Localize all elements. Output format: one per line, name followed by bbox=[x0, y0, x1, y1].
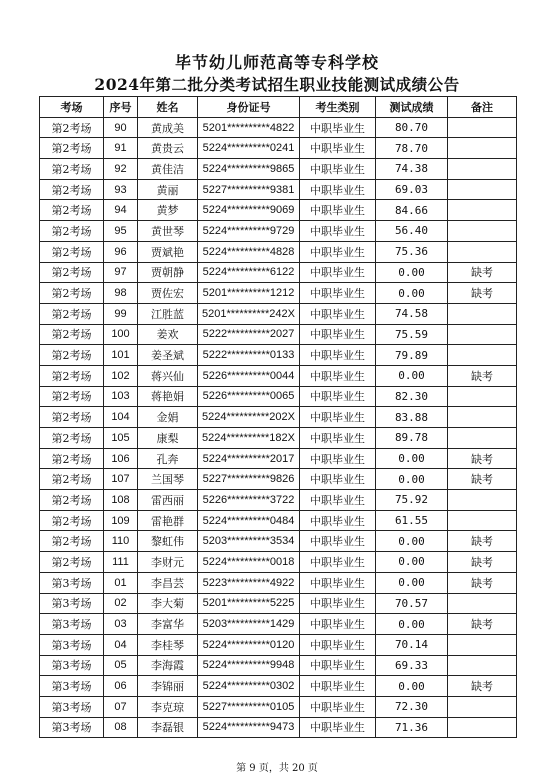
announcement-title: 2024年第二批分类考试招生职业技能测试成绩公告 bbox=[94, 75, 460, 94]
cell-seq: 103 bbox=[104, 386, 138, 407]
cell-score: 74.58 bbox=[376, 303, 448, 324]
cell-remark: 缺考 bbox=[448, 448, 517, 469]
table-row bbox=[40, 324, 517, 345]
cell-name: 李海霞 bbox=[138, 655, 198, 676]
cell-score: 75.92 bbox=[376, 490, 448, 511]
table-row bbox=[40, 696, 517, 717]
cell-score: 0.00 bbox=[376, 614, 448, 635]
cell-seq: 92 bbox=[104, 159, 138, 180]
cell-room: 第2考场 bbox=[40, 365, 104, 386]
cell-name: 孔奔 bbox=[138, 448, 198, 469]
header-name: 姓名 bbox=[138, 97, 198, 118]
cell-score: 0.00 bbox=[376, 283, 448, 304]
cell-seq: 107 bbox=[104, 469, 138, 490]
cell-seq: 104 bbox=[104, 407, 138, 428]
cell-score: 74.38 bbox=[376, 159, 448, 180]
cell-remark: 缺考 bbox=[448, 676, 517, 697]
cell-seq: 07 bbox=[104, 696, 138, 717]
cell-room: 第2考场 bbox=[40, 448, 104, 469]
cell-remark bbox=[448, 407, 517, 428]
cell-score: 70.57 bbox=[376, 593, 448, 614]
cell-seq: 02 bbox=[104, 593, 138, 614]
cell-score: 0.00 bbox=[376, 448, 448, 469]
cell-room: 第2考场 bbox=[40, 490, 104, 511]
cell-room: 第2考场 bbox=[40, 303, 104, 324]
cell-room: 第3考场 bbox=[40, 655, 104, 676]
cell-score: 83.88 bbox=[376, 407, 448, 428]
cell-remark bbox=[448, 655, 517, 676]
cell-room: 第2考场 bbox=[40, 428, 104, 449]
cell-name: 李桂琴 bbox=[138, 634, 198, 655]
cell-room: 第3考场 bbox=[40, 717, 104, 738]
cell-id-number: 5224**********182X bbox=[198, 428, 300, 449]
cell-score: 0.00 bbox=[376, 469, 448, 490]
table-row bbox=[40, 365, 517, 386]
cell-category: 中职毕业生 bbox=[300, 365, 376, 386]
cell-category: 中职毕业生 bbox=[300, 262, 376, 283]
cell-room: 第2考场 bbox=[40, 407, 104, 428]
cell-room: 第2考场 bbox=[40, 469, 104, 490]
cell-remark bbox=[448, 138, 517, 159]
cell-score: 82.30 bbox=[376, 386, 448, 407]
table-row bbox=[40, 386, 517, 407]
cell-score: 71.36 bbox=[376, 717, 448, 738]
cell-seq: 98 bbox=[104, 283, 138, 304]
cell-score: 84.66 bbox=[376, 200, 448, 221]
cell-remark: 缺考 bbox=[448, 283, 517, 304]
cell-score: 61.55 bbox=[376, 510, 448, 531]
cell-id-number: 5227**********9381 bbox=[198, 179, 300, 200]
cell-name: 雷西丽 bbox=[138, 490, 198, 511]
cell-room: 第3考场 bbox=[40, 676, 104, 697]
cell-name: 李富华 bbox=[138, 614, 198, 635]
cell-remark bbox=[448, 428, 517, 449]
cell-room: 第3考场 bbox=[40, 593, 104, 614]
cell-seq: 93 bbox=[104, 179, 138, 200]
cell-seq: 06 bbox=[104, 676, 138, 697]
cell-score: 75.36 bbox=[376, 241, 448, 262]
cell-remark bbox=[448, 221, 517, 242]
cell-name: 李财元 bbox=[138, 552, 198, 573]
cell-room: 第2考场 bbox=[40, 221, 104, 242]
cell-id-number: 5201**********4822 bbox=[198, 117, 300, 138]
table-row bbox=[40, 448, 517, 469]
cell-seq: 110 bbox=[104, 531, 138, 552]
cell-name: 李磊银 bbox=[138, 717, 198, 738]
cell-name: 姜圣斌 bbox=[138, 345, 198, 366]
cell-score: 0.00 bbox=[376, 552, 448, 573]
cell-score: 78.70 bbox=[376, 138, 448, 159]
cell-name: 黄世琴 bbox=[138, 221, 198, 242]
cell-room: 第2考场 bbox=[40, 386, 104, 407]
cell-remark bbox=[448, 179, 517, 200]
cell-seq: 105 bbox=[104, 428, 138, 449]
cell-id-number: 5224**********2017 bbox=[198, 448, 300, 469]
cell-remark: 缺考 bbox=[448, 531, 517, 552]
cell-seq: 04 bbox=[104, 634, 138, 655]
cell-category: 中职毕业生 bbox=[300, 117, 376, 138]
table-row bbox=[40, 614, 517, 635]
cell-name: 金娟 bbox=[138, 407, 198, 428]
cell-name: 黄丽 bbox=[138, 179, 198, 200]
table-row bbox=[40, 428, 517, 449]
cell-id-number: 5227**********9826 bbox=[198, 469, 300, 490]
table-row bbox=[40, 179, 517, 200]
cell-seq: 97 bbox=[104, 262, 138, 283]
cell-category: 中职毕业生 bbox=[300, 655, 376, 676]
cell-id-number: 5224**********0241 bbox=[198, 138, 300, 159]
cell-category: 中职毕业生 bbox=[300, 303, 376, 324]
cell-id-number: 5203**********1429 bbox=[198, 614, 300, 635]
cell-score: 80.70 bbox=[376, 117, 448, 138]
cell-room: 第2考场 bbox=[40, 179, 104, 200]
cell-name: 贾斌艳 bbox=[138, 241, 198, 262]
table-header-row bbox=[40, 97, 517, 118]
cell-id-number: 5224**********0484 bbox=[198, 510, 300, 531]
table-row bbox=[40, 655, 517, 676]
cell-id-number: 5227**********0105 bbox=[198, 696, 300, 717]
cell-remark bbox=[448, 490, 517, 511]
cell-category: 中职毕业生 bbox=[300, 510, 376, 531]
cell-score: 69.03 bbox=[376, 179, 448, 200]
cell-remark: 缺考 bbox=[448, 572, 517, 593]
cell-category: 中职毕业生 bbox=[300, 138, 376, 159]
cell-seq: 106 bbox=[104, 448, 138, 469]
table-row bbox=[40, 221, 517, 242]
table-row bbox=[40, 303, 517, 324]
cell-remark bbox=[448, 159, 517, 180]
table-row bbox=[40, 531, 517, 552]
cell-room: 第2考场 bbox=[40, 531, 104, 552]
cell-name: 黄梦 bbox=[138, 200, 198, 221]
cell-category: 中职毕业生 bbox=[300, 407, 376, 428]
cell-seq: 96 bbox=[104, 241, 138, 262]
cell-id-number: 5224**********9865 bbox=[198, 159, 300, 180]
cell-score: 72.30 bbox=[376, 696, 448, 717]
cell-id-number: 5224**********9069 bbox=[198, 200, 300, 221]
table-row bbox=[40, 634, 517, 655]
cell-category: 中职毕业生 bbox=[300, 634, 376, 655]
cell-seq: 109 bbox=[104, 510, 138, 531]
cell-remark: 缺考 bbox=[448, 552, 517, 573]
cell-room: 第3考场 bbox=[40, 696, 104, 717]
cell-remark bbox=[448, 200, 517, 221]
cell-name: 兰国琴 bbox=[138, 469, 198, 490]
header-id: 身份证号 bbox=[198, 97, 300, 118]
cell-category: 中职毕业生 bbox=[300, 386, 376, 407]
cell-score: 0.00 bbox=[376, 572, 448, 593]
cell-name: 李锦丽 bbox=[138, 676, 198, 697]
cell-seq: 01 bbox=[104, 572, 138, 593]
table-row bbox=[40, 200, 517, 221]
cell-remark: 缺考 bbox=[448, 262, 517, 283]
cell-category: 中职毕业生 bbox=[300, 696, 376, 717]
cell-id-number: 5224**********202X bbox=[198, 407, 300, 428]
cell-remark: 缺考 bbox=[448, 365, 517, 386]
table-row bbox=[40, 593, 517, 614]
cell-seq: 95 bbox=[104, 221, 138, 242]
cell-remark bbox=[448, 324, 517, 345]
cell-room: 第2考场 bbox=[40, 241, 104, 262]
cell-id-number: 5226**********0065 bbox=[198, 386, 300, 407]
cell-room: 第2考场 bbox=[40, 345, 104, 366]
header-room: 考场 bbox=[40, 97, 104, 118]
header-remark: 备注 bbox=[448, 97, 517, 118]
cell-name: 蒋艳娟 bbox=[138, 386, 198, 407]
cell-seq: 111 bbox=[104, 552, 138, 573]
cell-score: 0.00 bbox=[376, 531, 448, 552]
cell-remark bbox=[448, 303, 517, 324]
cell-category: 中职毕业生 bbox=[300, 593, 376, 614]
cell-id-number: 5226**********0044 bbox=[198, 365, 300, 386]
cell-seq: 94 bbox=[104, 200, 138, 221]
cell-category: 中职毕业生 bbox=[300, 572, 376, 593]
table-row bbox=[40, 262, 517, 283]
cell-remark: 缺考 bbox=[448, 614, 517, 635]
cell-category: 中职毕业生 bbox=[300, 552, 376, 573]
cell-room: 第2考场 bbox=[40, 138, 104, 159]
table-row bbox=[40, 283, 517, 304]
cell-id-number: 5222**********0133 bbox=[198, 345, 300, 366]
cell-category: 中职毕业生 bbox=[300, 241, 376, 262]
cell-name: 姜欢 bbox=[138, 324, 198, 345]
table-row bbox=[40, 717, 517, 738]
cell-category: 中职毕业生 bbox=[300, 469, 376, 490]
table-row bbox=[40, 572, 517, 593]
cell-seq: 102 bbox=[104, 365, 138, 386]
cell-category: 中职毕业生 bbox=[300, 345, 376, 366]
table-row bbox=[40, 676, 517, 697]
cell-score: 56.40 bbox=[376, 221, 448, 242]
cell-id-number: 5224**********0302 bbox=[198, 676, 300, 697]
cell-room: 第2考场 bbox=[40, 283, 104, 304]
cell-category: 中职毕业生 bbox=[300, 676, 376, 697]
cell-remark bbox=[448, 241, 517, 262]
cell-name: 康梨 bbox=[138, 428, 198, 449]
table-body bbox=[40, 117, 517, 738]
cell-category: 中职毕业生 bbox=[300, 531, 376, 552]
cell-remark bbox=[448, 634, 517, 655]
header-category: 考生类别 bbox=[300, 97, 376, 118]
score-table bbox=[39, 96, 517, 738]
cell-score: 70.14 bbox=[376, 634, 448, 655]
table-row bbox=[40, 552, 517, 573]
cell-room: 第2考场 bbox=[40, 552, 104, 573]
cell-seq: 100 bbox=[104, 324, 138, 345]
cell-id-number: 5203**********3534 bbox=[198, 531, 300, 552]
header-score: 测试成绩 bbox=[376, 97, 448, 118]
cell-id-number: 5224**********9948 bbox=[198, 655, 300, 676]
cell-id-number: 5201**********242X bbox=[198, 303, 300, 324]
cell-score: 69.33 bbox=[376, 655, 448, 676]
cell-category: 中职毕业生 bbox=[300, 614, 376, 635]
cell-remark bbox=[448, 593, 517, 614]
cell-room: 第2考场 bbox=[40, 200, 104, 221]
cell-seq: 05 bbox=[104, 655, 138, 676]
cell-name: 李克琼 bbox=[138, 696, 198, 717]
cell-name: 贾朝静 bbox=[138, 262, 198, 283]
cell-score: 0.00 bbox=[376, 262, 448, 283]
cell-room: 第2考场 bbox=[40, 324, 104, 345]
cell-name: 黄贵云 bbox=[138, 138, 198, 159]
cell-category: 中职毕业生 bbox=[300, 448, 376, 469]
cell-category: 中职毕业生 bbox=[300, 283, 376, 304]
cell-score: 0.00 bbox=[376, 676, 448, 697]
cell-category: 中职毕业生 bbox=[300, 490, 376, 511]
cell-id-number: 5224**********0018 bbox=[198, 552, 300, 573]
cell-category: 中职毕业生 bbox=[300, 159, 376, 180]
cell-id-number: 5201**********5225 bbox=[198, 593, 300, 614]
cell-remark bbox=[448, 345, 517, 366]
cell-room: 第2考场 bbox=[40, 262, 104, 283]
cell-score: 75.59 bbox=[376, 324, 448, 345]
cell-id-number: 5222**********2027 bbox=[198, 324, 300, 345]
cell-remark bbox=[448, 510, 517, 531]
cell-seq: 08 bbox=[104, 717, 138, 738]
cell-category: 中职毕业生 bbox=[300, 428, 376, 449]
cell-seq: 108 bbox=[104, 490, 138, 511]
cell-seq: 99 bbox=[104, 303, 138, 324]
header-seq: 序号 bbox=[104, 97, 138, 118]
table-row bbox=[40, 345, 517, 366]
cell-category: 中职毕业生 bbox=[300, 324, 376, 345]
table-row bbox=[40, 469, 517, 490]
cell-seq: 03 bbox=[104, 614, 138, 635]
cell-id-number: 5223**********4922 bbox=[198, 572, 300, 593]
cell-remark bbox=[448, 717, 517, 738]
cell-id-number: 5201**********1212 bbox=[198, 283, 300, 304]
cell-remark bbox=[448, 696, 517, 717]
cell-name: 黄佳洁 bbox=[138, 159, 198, 180]
cell-room: 第3考场 bbox=[40, 572, 104, 593]
cell-remark bbox=[448, 117, 517, 138]
cell-seq: 101 bbox=[104, 345, 138, 366]
school-name: 毕节幼儿师范高等专科学校 bbox=[174, 53, 379, 72]
cell-seq: 91 bbox=[104, 138, 138, 159]
page-footer: 第 9 页，共 20 页 bbox=[236, 763, 318, 774]
cell-name: 雷艳群 bbox=[138, 510, 198, 531]
cell-room: 第2考场 bbox=[40, 510, 104, 531]
table-row bbox=[40, 490, 517, 511]
cell-name: 蒋兴仙 bbox=[138, 365, 198, 386]
table-row bbox=[40, 241, 517, 262]
cell-score: 0.00 bbox=[376, 365, 448, 386]
cell-remark bbox=[448, 386, 517, 407]
cell-id-number: 5224**********0120 bbox=[198, 634, 300, 655]
cell-category: 中职毕业生 bbox=[300, 717, 376, 738]
cell-name: 李大菊 bbox=[138, 593, 198, 614]
cell-name: 黎虹伟 bbox=[138, 531, 198, 552]
cell-name: 李昌芸 bbox=[138, 572, 198, 593]
table-row bbox=[40, 510, 517, 531]
cell-room: 第2考场 bbox=[40, 159, 104, 180]
cell-score: 89.78 bbox=[376, 428, 448, 449]
cell-remark: 缺考 bbox=[448, 469, 517, 490]
cell-id-number: 5224**********6122 bbox=[198, 262, 300, 283]
cell-name: 贾佐宏 bbox=[138, 283, 198, 304]
cell-room: 第3考场 bbox=[40, 614, 104, 635]
cell-room: 第2考场 bbox=[40, 117, 104, 138]
cell-name: 江胜蓝 bbox=[138, 303, 198, 324]
table-row bbox=[40, 407, 517, 428]
cell-id-number: 5224**********9473 bbox=[198, 717, 300, 738]
cell-name: 黄成美 bbox=[138, 117, 198, 138]
cell-room: 第3考场 bbox=[40, 634, 104, 655]
cell-category: 中职毕业生 bbox=[300, 221, 376, 242]
table-row bbox=[40, 138, 517, 159]
cell-id-number: 5224**********4828 bbox=[198, 241, 300, 262]
cell-category: 中职毕业生 bbox=[300, 200, 376, 221]
table-row bbox=[40, 159, 517, 180]
cell-id-number: 5224**********9729 bbox=[198, 221, 300, 242]
cell-seq: 90 bbox=[104, 117, 138, 138]
table-row bbox=[40, 117, 517, 138]
cell-id-number: 5226**********3722 bbox=[198, 490, 300, 511]
cell-category: 中职毕业生 bbox=[300, 179, 376, 200]
cell-score: 79.89 bbox=[376, 345, 448, 366]
